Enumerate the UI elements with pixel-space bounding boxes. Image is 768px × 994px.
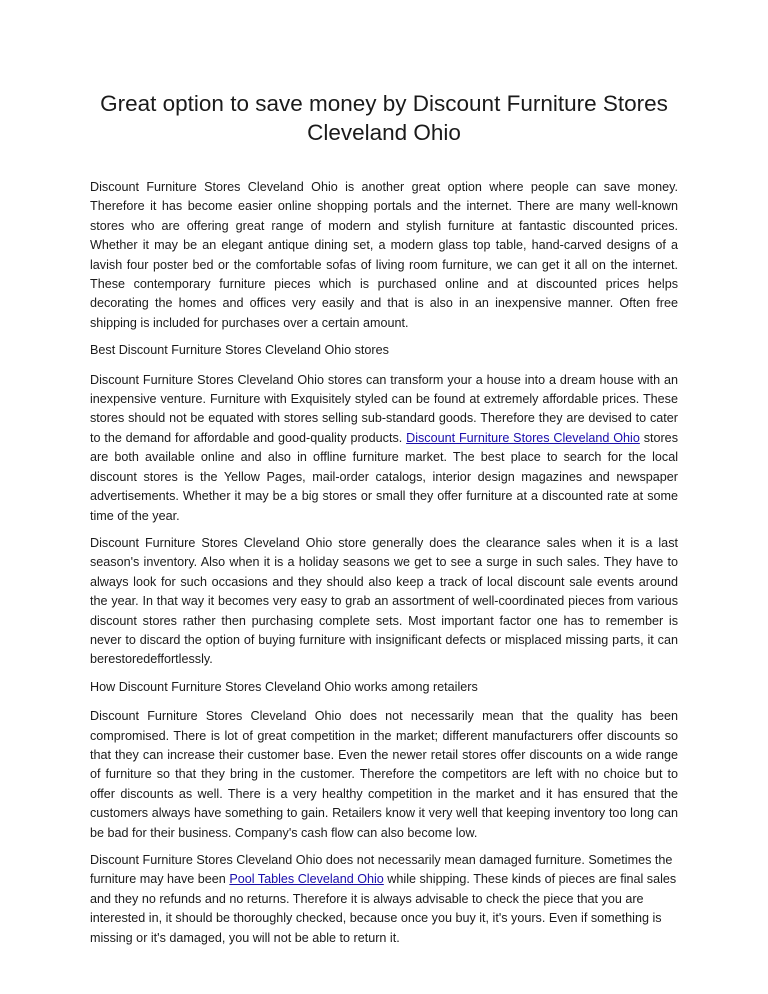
damaged-furniture-paragraph xyxy=(90,851,678,948)
text-segment: while shipping. These kinds of pieces are final sales and they no refunds and no returns. Therefore it is always advisable to check the piece that you are interested in, it should be thoroughly checked, because once you buy it, it's yours. Even if something is missing or it's damaged, you will not be able to return it. xyxy=(90,872,677,945)
text-segment: Discount Furniture Stores Cleveland Ohio does not necessarily mean damaged furniture. Sometimes the furniture may have been xyxy=(90,853,673,887)
document-title: Great option to save money by Discount Furniture Stores Cleveland Ohio xyxy=(100,91,668,145)
discount-furniture-stores-link[interactable]: Discount Furniture Stores Cleveland Ohio xyxy=(406,430,640,445)
intro-paragraph: Discount Furniture Stores Cleveland Ohio is another great option where people can save money. Therefore it has become easier online shopping portals and the internet. There are many well-known stores who are offering great range of modern and stylish furniture at fantastic discounted prices. Whether it may be an elegant antique dining set, a modern glass top table, hand-carved designs of a lavish four poster bed or the comfortable sofas of living room furniture, we can get it all on the internet. These contemporary furniture pieces which is purchased online and at discounted prices helps decorating the homes and offices very easily and that is also in an inexpensive manner. Often free shipping is included for purchases over a certain amount. xyxy=(90,180,678,330)
clearance-paragraph: Discount Furniture Stores Cleveland Ohio store generally does the clearance sales when it is a last season's inventory. Also when it is a holiday seasons we get to see a surge in such sales. They have to always look for such occasions and they should also keep a track of local discount sale events around the year. In that way it becomes very easy to grab an assortment of well-coordinated pieces from various discount stores rather then purchasing complete sets. Most important factor one has to remember is never to discard the option of buying furniture with insignificant defects or misplaced missing parts, it can berestoredeffortlessly. xyxy=(90,535,678,667)
text-segment: stores are both available online and also in offline furniture market. The best place to search for the local discount stores is the Yellow Pages, mail-order catalogs, interior design magazines and newspaper advertisements. Whether it may be a big stores or small they offer furniture at a discounted rate at some time of the year. xyxy=(90,430,678,523)
text-segment: Discount Furniture Stores Cleveland Ohio stores can transform your a house into a dream house with an inexpensive venture. Furniture with Exquisitely styled can be found at extremely affordable prices. These stores should not be equated with stores selling sub-standard goods. Therefore they are devised to cater to the demand for affordable and good-quality products. xyxy=(90,372,678,445)
competition-paragraph: Discount Furniture Stores Cleveland Ohio does not necessarily mean that the quality has been compromised. There is lot of great competition in the market; different manufacturers offer discounts so that they can increase their customer base. Even the newer retail stores offer discounts on a wide range of furniture so that they bring in the customer. Therefore the competitors are left with no choice but to offer discounts as well. There is a very healthy competition in the market and it has ensured that the customers always have something to gain. Retailers know it very well that keeping inventory too long can be bad for their business. Company's cash flow can also become low. xyxy=(90,709,678,840)
stores-paragraph xyxy=(90,371,678,526)
section-heading-retailers: How Discount Furniture Stores Cleveland Ohio works among retailers xyxy=(90,679,478,694)
pool-tables-link[interactable]: Pool Tables Cleveland Ohio xyxy=(229,872,384,887)
section-heading-best-stores: Best Discount Furniture Stores Cleveland Ohio stores xyxy=(90,343,389,358)
document-page xyxy=(90,89,678,956)
